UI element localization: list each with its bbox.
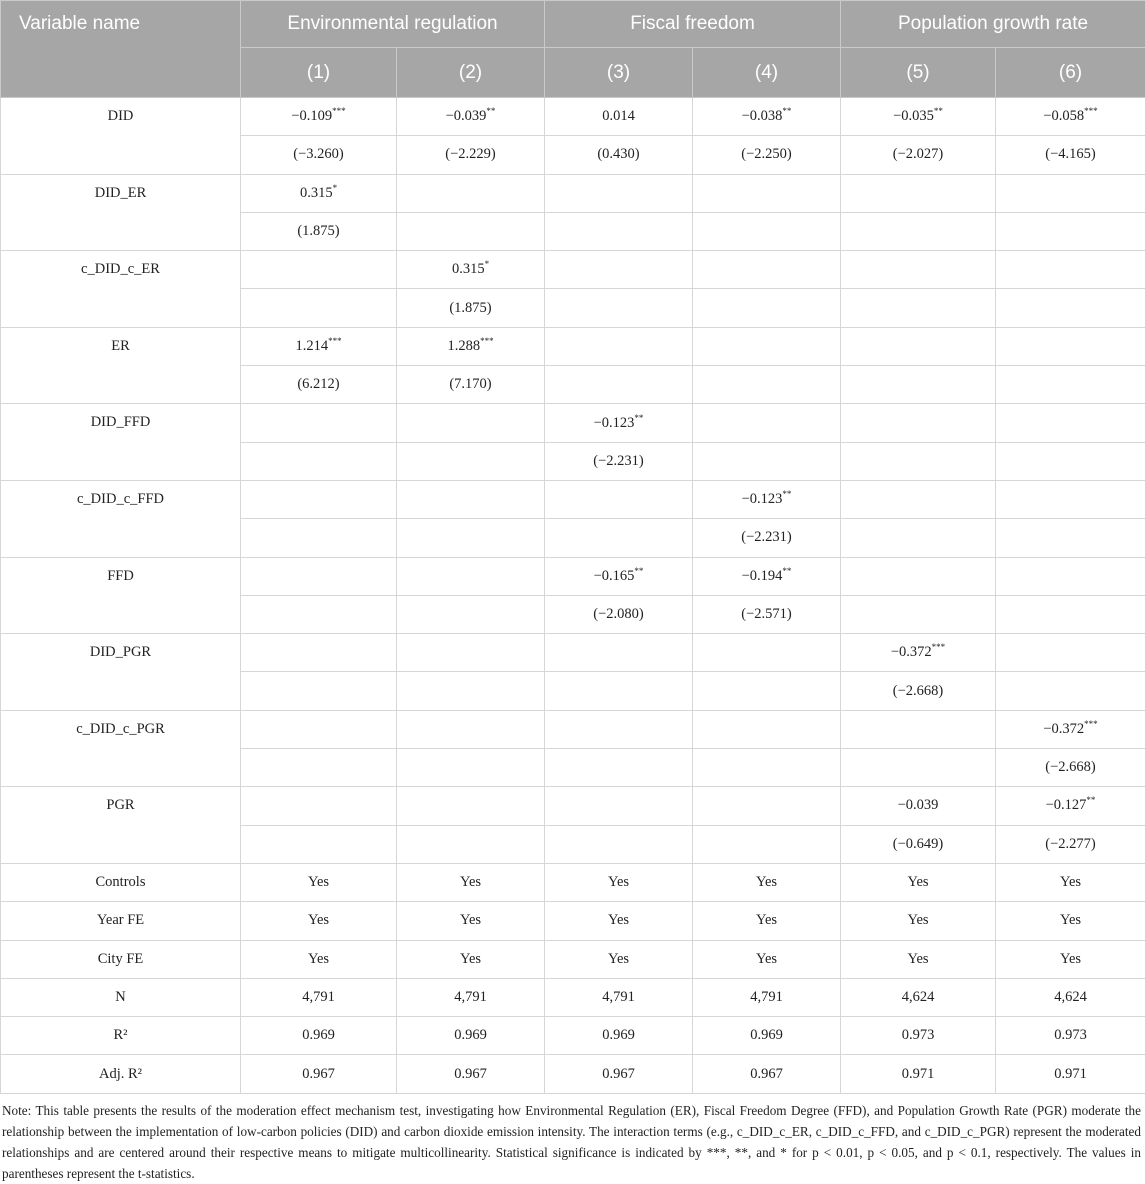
- coefficient-cell: −0.039: [841, 787, 996, 825]
- t-statistic-cell: [545, 672, 693, 710]
- coefficient-cell: −0.039**: [397, 98, 545, 136]
- coefficient-cell: −0.194**: [693, 557, 841, 595]
- t-statistic-cell: [241, 749, 397, 787]
- row-label: c_DID_c_FFD: [1, 480, 241, 557]
- coefficient-cell: [397, 480, 545, 518]
- table-row-summary: [1, 863, 1145, 901]
- t-statistic-cell: [545, 749, 693, 787]
- table-row-summary: [1, 1017, 1145, 1055]
- coefficient-cell: [996, 634, 1145, 672]
- summary-cell: Yes: [996, 940, 1145, 978]
- header-column-4: (4): [693, 48, 841, 98]
- coefficient-cell: [545, 327, 693, 365]
- coefficient-cell: [693, 634, 841, 672]
- t-statistic-cell: (−2.571): [693, 595, 841, 633]
- coefficient-cell: [241, 251, 397, 289]
- coefficient-cell: [841, 404, 996, 442]
- coefficient-cell: −0.035**: [841, 98, 996, 136]
- coefficient-cell: 0.315*: [397, 251, 545, 289]
- t-statistic-cell: (1.875): [397, 289, 545, 327]
- header-variable-name: Variable name: [1, 1, 241, 98]
- header-group-fiscal-freedom: Fiscal freedom: [545, 1, 841, 48]
- t-statistic-cell: [996, 366, 1145, 404]
- summary-cell: 0.969: [693, 1017, 841, 1055]
- t-statistic-cell: [841, 519, 996, 557]
- coefficient-cell: [545, 787, 693, 825]
- table-row-summary: [1, 978, 1145, 1016]
- row-label: Controls: [1, 863, 241, 901]
- t-statistic-cell: [693, 366, 841, 404]
- header-column-5: (5): [841, 48, 996, 98]
- t-statistic-cell: [397, 825, 545, 863]
- summary-cell: Yes: [841, 902, 996, 940]
- header-column-1: (1): [241, 48, 397, 98]
- t-statistic-cell: [545, 212, 693, 250]
- table-row-coefficient: [1, 480, 1145, 518]
- t-statistic-cell: [397, 442, 545, 480]
- coefficient-cell: [693, 710, 841, 748]
- table-row-coefficient: [1, 327, 1145, 365]
- t-statistic-cell: (−2.668): [841, 672, 996, 710]
- summary-cell: Yes: [397, 902, 545, 940]
- coefficient-cell: 1.288***: [397, 327, 545, 365]
- t-statistic-cell: [397, 672, 545, 710]
- summary-cell: 0.969: [241, 1017, 397, 1055]
- t-statistic-cell: [996, 212, 1145, 250]
- t-statistic-cell: [841, 366, 996, 404]
- summary-cell: Yes: [693, 863, 841, 901]
- header-column-6: (6): [996, 48, 1145, 98]
- coefficient-cell: [545, 634, 693, 672]
- t-statistic-cell: [693, 825, 841, 863]
- coefficient-cell: [996, 557, 1145, 595]
- coefficient-cell: [841, 557, 996, 595]
- t-statistic-cell: [693, 442, 841, 480]
- coefficient-cell: −0.058***: [996, 98, 1145, 136]
- table-row-coefficient: [1, 174, 1145, 212]
- coefficient-cell: −0.372***: [996, 710, 1145, 748]
- coefficient-cell: −0.109***: [241, 98, 397, 136]
- coefficient-cell: [397, 710, 545, 748]
- table-row-coefficient: [1, 634, 1145, 672]
- summary-cell: 0.969: [397, 1017, 545, 1055]
- summary-cell: Yes: [397, 940, 545, 978]
- t-statistic-cell: [996, 442, 1145, 480]
- coefficient-cell: [241, 787, 397, 825]
- summary-cell: 0.971: [996, 1055, 1145, 1093]
- t-statistic-cell: [397, 595, 545, 633]
- t-statistic-cell: (6.212): [241, 366, 397, 404]
- summary-cell: Yes: [693, 940, 841, 978]
- coefficient-cell: [241, 480, 397, 518]
- t-statistic-cell: [841, 442, 996, 480]
- row-label: DID_FFD: [1, 404, 241, 481]
- coefficient-cell: [241, 634, 397, 672]
- coefficient-cell: [241, 557, 397, 595]
- row-label: c_DID_c_ER: [1, 251, 241, 328]
- coefficient-cell: [841, 327, 996, 365]
- summary-cell: Yes: [693, 902, 841, 940]
- row-label: DID_ER: [1, 174, 241, 251]
- table-row-coefficient: [1, 557, 1145, 595]
- header-column-3: (3): [545, 48, 693, 98]
- summary-cell: 4,791: [397, 978, 545, 1016]
- coefficient-cell: [693, 327, 841, 365]
- coefficient-cell: [397, 174, 545, 212]
- t-statistic-cell: [545, 289, 693, 327]
- t-statistic-cell: (−0.649): [841, 825, 996, 863]
- row-label: DID_PGR: [1, 634, 241, 711]
- t-statistic-cell: (−2.080): [545, 595, 693, 633]
- t-statistic-cell: (0.430): [545, 136, 693, 174]
- t-statistic-cell: [241, 289, 397, 327]
- summary-cell: 0.973: [841, 1017, 996, 1055]
- summary-cell: 0.967: [397, 1055, 545, 1093]
- t-statistic-cell: [397, 212, 545, 250]
- row-label: FFD: [1, 557, 241, 634]
- summary-cell: 4,624: [996, 978, 1145, 1016]
- summary-cell: Yes: [545, 940, 693, 978]
- summary-cell: Yes: [397, 863, 545, 901]
- summary-cell: Yes: [545, 863, 693, 901]
- coefficient-cell: [397, 404, 545, 442]
- t-statistic-cell: [841, 212, 996, 250]
- t-statistic-cell: (−2.250): [693, 136, 841, 174]
- table-row-summary: [1, 1055, 1145, 1093]
- summary-cell: Yes: [841, 863, 996, 901]
- coefficient-cell: 0.315*: [241, 174, 397, 212]
- t-statistic-cell: [545, 519, 693, 557]
- summary-cell: 0.969: [545, 1017, 693, 1055]
- t-statistic-cell: [241, 595, 397, 633]
- t-statistic-cell: [397, 749, 545, 787]
- row-label: R²: [1, 1017, 241, 1055]
- t-statistic-cell: [241, 672, 397, 710]
- t-statistic-cell: [841, 749, 996, 787]
- t-statistic-cell: (−2.668): [996, 749, 1145, 787]
- t-statistic-cell: [996, 672, 1145, 710]
- table-body: [1, 98, 1145, 1094]
- header-column-2: (2): [397, 48, 545, 98]
- summary-cell: Yes: [241, 940, 397, 978]
- t-statistic-cell: (−2.229): [397, 136, 545, 174]
- coefficient-cell: [841, 480, 996, 518]
- t-statistic-cell: (−2.231): [693, 519, 841, 557]
- coefficient-cell: −0.123**: [693, 480, 841, 518]
- t-statistic-cell: (7.170): [397, 366, 545, 404]
- row-label: N: [1, 978, 241, 1016]
- table-row-coefficient: [1, 251, 1145, 289]
- coefficient-cell: 0.014: [545, 98, 693, 136]
- row-label: City FE: [1, 940, 241, 978]
- coefficient-cell: [397, 557, 545, 595]
- coefficient-cell: −0.165**: [545, 557, 693, 595]
- table-row-coefficient: [1, 710, 1145, 748]
- summary-cell: 4,791: [241, 978, 397, 1016]
- t-statistic-cell: [996, 519, 1145, 557]
- coefficient-cell: [545, 710, 693, 748]
- t-statistic-cell: (−2.027): [841, 136, 996, 174]
- t-statistic-cell: [996, 289, 1145, 327]
- table-header: [1, 1, 1145, 98]
- t-statistic-cell: (−2.277): [996, 825, 1145, 863]
- header-group-environmental-regulation: Environmental regulation: [241, 1, 545, 48]
- coefficient-cell: [545, 251, 693, 289]
- coefficient-cell: [996, 174, 1145, 212]
- coefficient-cell: [841, 710, 996, 748]
- t-statistic-cell: [545, 825, 693, 863]
- coefficient-cell: [693, 251, 841, 289]
- t-statistic-cell: [397, 519, 545, 557]
- summary-cell: 4,624: [841, 978, 996, 1016]
- row-label: c_DID_c_PGR: [1, 710, 241, 787]
- row-label: ER: [1, 327, 241, 404]
- coefficient-cell: 1.214***: [241, 327, 397, 365]
- t-statistic-cell: [241, 825, 397, 863]
- t-statistic-cell: [693, 749, 841, 787]
- table-row-summary: [1, 902, 1145, 940]
- table-row-summary: [1, 940, 1145, 978]
- coefficient-cell: −0.372***: [841, 634, 996, 672]
- table-row-coefficient: [1, 787, 1145, 825]
- coefficient-cell: [545, 480, 693, 518]
- summary-cell: Yes: [841, 940, 996, 978]
- t-statistic-cell: [693, 289, 841, 327]
- summary-cell: 4,791: [545, 978, 693, 1016]
- coefficient-cell: −0.123**: [545, 404, 693, 442]
- coefficient-cell: [693, 174, 841, 212]
- coefficient-cell: [397, 787, 545, 825]
- summary-cell: 0.973: [996, 1017, 1145, 1055]
- coefficient-cell: [693, 404, 841, 442]
- row-label: PGR: [1, 787, 241, 864]
- t-statistic-cell: [241, 519, 397, 557]
- row-label: Year FE: [1, 902, 241, 940]
- t-statistic-cell: [241, 442, 397, 480]
- t-statistic-cell: (1.875): [241, 212, 397, 250]
- coefficient-cell: [841, 174, 996, 212]
- coefficient-cell: −0.038**: [693, 98, 841, 136]
- t-statistic-cell: [545, 366, 693, 404]
- t-statistic-cell: (−3.260): [241, 136, 397, 174]
- t-statistic-cell: [693, 672, 841, 710]
- t-statistic-cell: [996, 595, 1145, 633]
- row-label: DID: [1, 98, 241, 175]
- table-note: Note: This table presents the results of the moderation effect mechanism test, investigating how Environmental Regulation (ER), Fiscal Freedom Degree (FFD), and Population Growth Rate (PGR) moderate the relationship between the implementation of low-carbon policies (DID) and carbon dioxide emission intensity. The interaction terms (e.g., c_DID_c_ER, c_DID_c_FFD, and c_DID_c_PGR) represent the moderated relationships and are centered around their respective means to mitigate multicollinearity. Statistical significance is indicated by ***, **, and * for p < 0.01, p < 0.05, and p < 0.1, respectively. The values in parentheses represent the t-statistics.: [0, 1094, 1145, 1184]
- t-statistic-cell: (−2.231): [545, 442, 693, 480]
- coefficient-cell: [996, 327, 1145, 365]
- header-group-population-growth-rate: Population growth rate: [841, 1, 1145, 48]
- summary-cell: Yes: [241, 902, 397, 940]
- coefficient-cell: [545, 174, 693, 212]
- row-label: Adj. R²: [1, 1055, 241, 1093]
- t-statistic-cell: [841, 595, 996, 633]
- summary-cell: 0.967: [241, 1055, 397, 1093]
- summary-cell: 0.967: [693, 1055, 841, 1093]
- table-row-coefficient: [1, 98, 1145, 136]
- coefficient-cell: [241, 710, 397, 748]
- summary-cell: 0.971: [841, 1055, 996, 1093]
- summary-cell: Yes: [996, 902, 1145, 940]
- summary-cell: 0.967: [545, 1055, 693, 1093]
- coefficient-cell: [841, 251, 996, 289]
- coefficient-cell: [996, 251, 1145, 289]
- summary-cell: Yes: [241, 863, 397, 901]
- t-statistic-cell: [693, 212, 841, 250]
- t-statistic-cell: (−4.165): [996, 136, 1145, 174]
- coefficient-cell: [241, 404, 397, 442]
- coefficient-cell: [693, 787, 841, 825]
- coefficient-cell: [397, 634, 545, 672]
- summary-cell: Yes: [996, 863, 1145, 901]
- t-statistic-cell: [841, 289, 996, 327]
- summary-cell: Yes: [545, 902, 693, 940]
- summary-cell: 4,791: [693, 978, 841, 1016]
- coefficient-cell: [996, 404, 1145, 442]
- coefficient-cell: [996, 480, 1145, 518]
- coefficient-cell: −0.127**: [996, 787, 1145, 825]
- table-row-coefficient: [1, 404, 1145, 442]
